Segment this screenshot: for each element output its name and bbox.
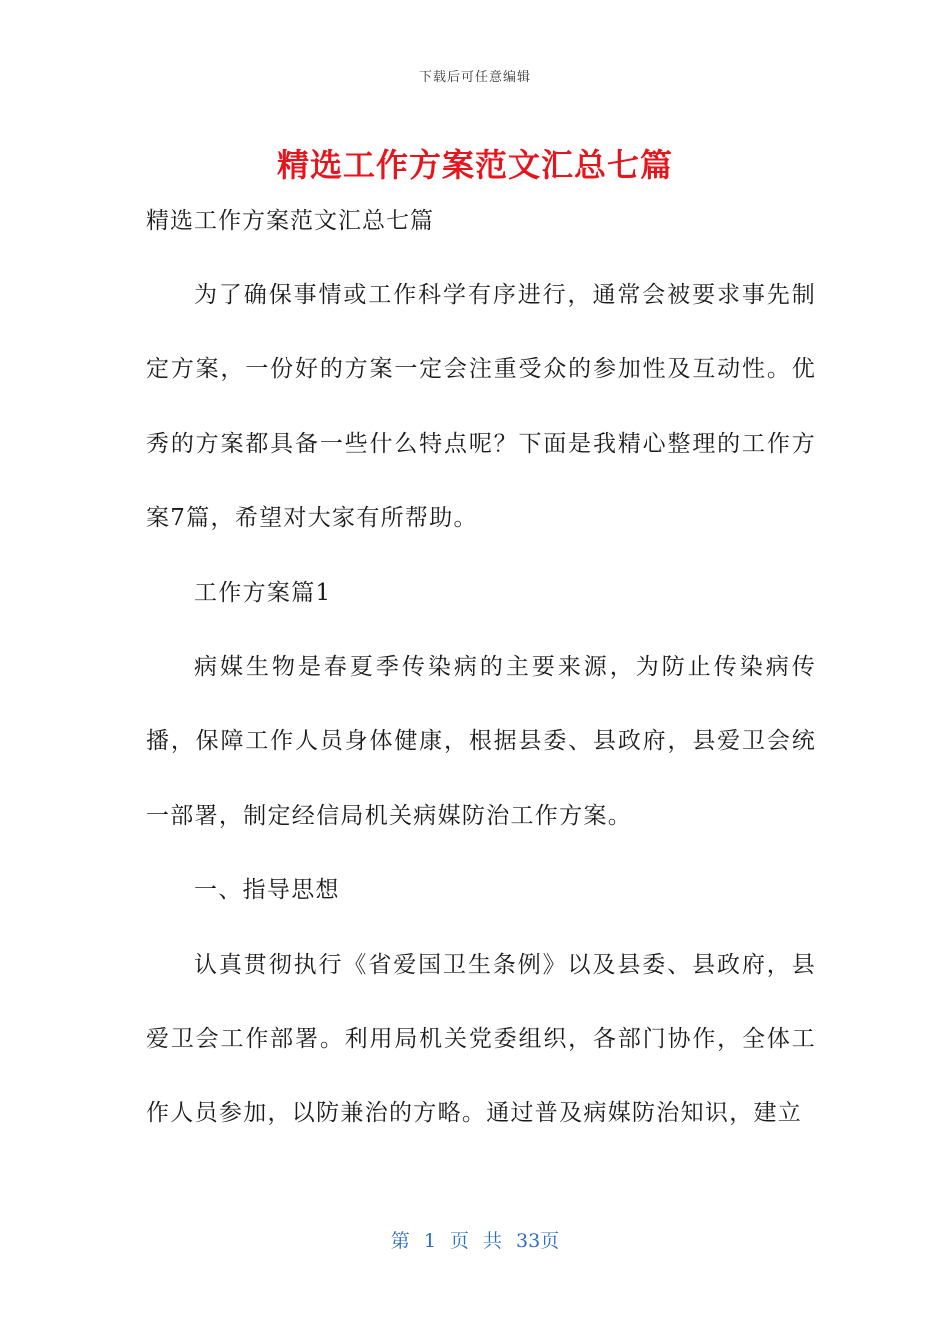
paragraph-guiding-ideology: 认真贯彻执行《省爱国卫生条例》以及县委、县政府，县爱卫会工作部署。利用局机关党委组织，各部门协作，全体工作人员参加，以防兼治的方略。通过普及病媒防治知识，建立 (146, 951, 816, 1127)
header-note: 下载后可任意编辑 (418, 70, 531, 85)
document-title: 精选工作方案范文汇总七篇 (276, 146, 673, 184)
section-heading-plan-1: 工作方案篇1 (194, 579, 332, 606)
paragraph-intro: 为了确保事情或工作科学有序进行，通常会被要求事先制定方案，一份好的方案一定会注重受众的参加性及互动性。优秀的方案都具备一些什么特点呢？下面是我精心整理的工作方案7篇，希望对大家有所帮助。 (146, 282, 816, 532)
document-body (146, 258, 816, 1151)
document-subtitle: 精选工作方案范文汇总七篇 (146, 208, 434, 234)
paragraph-background: 病媒生物是春夏季传染病的主要来源，为防止传染病传播，保障工作人员身体健康，根据县委、县政府，县爱卫会统一部署，制定经信局机关病媒防治工作方案。 (146, 654, 816, 829)
page-number-footer: 第 1 页 共 33页 (390, 1230, 560, 1252)
section-heading-guiding-ideology: 一、指导思想 (194, 877, 340, 904)
